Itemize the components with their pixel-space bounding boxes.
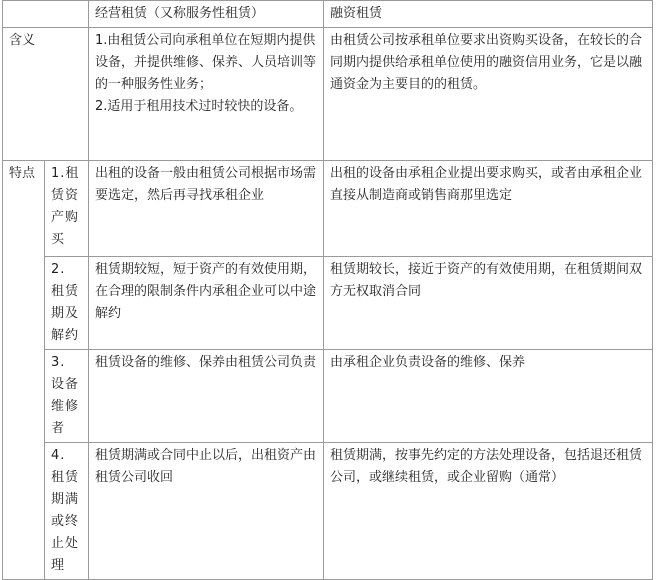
feature-sub-label: 4. 租赁期满或终止处理 (45, 443, 89, 580)
meaning-financing-cell: 由租赁公司按承租单位要求出资购买设备，在较长的合同期内提供给承租单位使用的融资信用业务，它是以融通资金为主要目的的租赁。 (324, 28, 653, 161)
feature-operating-cell: 租赁设备的维修、保养由租赁公司负责 (89, 350, 324, 443)
header-blank-cell (3, 1, 89, 28)
feature-row (3, 443, 653, 580)
feature-sub-label: 3. 设备维修者 (45, 350, 89, 443)
meaning-operating-cell (89, 28, 324, 161)
feature-sub-label: 1.租赁资产购买 (45, 161, 89, 257)
feature-operating-cell: 租赁期满或合同中止以后，出租资产由租赁公司收回 (89, 443, 324, 580)
header-operating-lease: 经营租赁（又称服务性租赁） (89, 1, 324, 28)
feature-financing-cell: 租赁期满，按事先约定的方法处理设备，包括退还租赁公司，或继续租赁，或企业留购（通常） (324, 443, 653, 580)
feature-row (3, 161, 653, 257)
meaning-operating-point-1: 1.由租赁公司向承租单位在短期内提供设备，并提供维修、保养、人员培训等的一种服务性业务； (95, 33, 317, 92)
feature-row (3, 257, 653, 350)
feature-sub-label: 2. 租赁期及解约 (45, 257, 89, 350)
feature-financing-cell: 由承租企业负责设备的维修、保养 (324, 350, 653, 443)
header-row (3, 1, 653, 28)
comparison-table (2, 0, 653, 580)
feature-financing-cell: 出租的设备由承租企业提出要求购买，或者由承租企业直接从制造商或销售商那里选定 (324, 161, 653, 257)
feature-row (3, 350, 653, 443)
meaning-row (3, 28, 653, 161)
feature-operating-cell: 租赁期较短，短于资产的有效使用期，在合理的限制条件内承租企业可以中途解约 (89, 257, 324, 350)
header-financing-lease: 融资租赁 (324, 1, 653, 28)
feature-financing-cell: 租赁期较长，接近于资产的有效使用期，在租赁期间双方无权取消合同 (324, 257, 653, 350)
meaning-label: 含义 (3, 28, 89, 161)
features-label: 特点 (3, 161, 45, 580)
meaning-operating-point-2: 2.适用于租用技术过时较快的设备。 (95, 99, 303, 114)
feature-operating-cell: 出租的设备一般由租赁公司根据市场需要选定，然后再寻找承租企业 (89, 161, 324, 257)
